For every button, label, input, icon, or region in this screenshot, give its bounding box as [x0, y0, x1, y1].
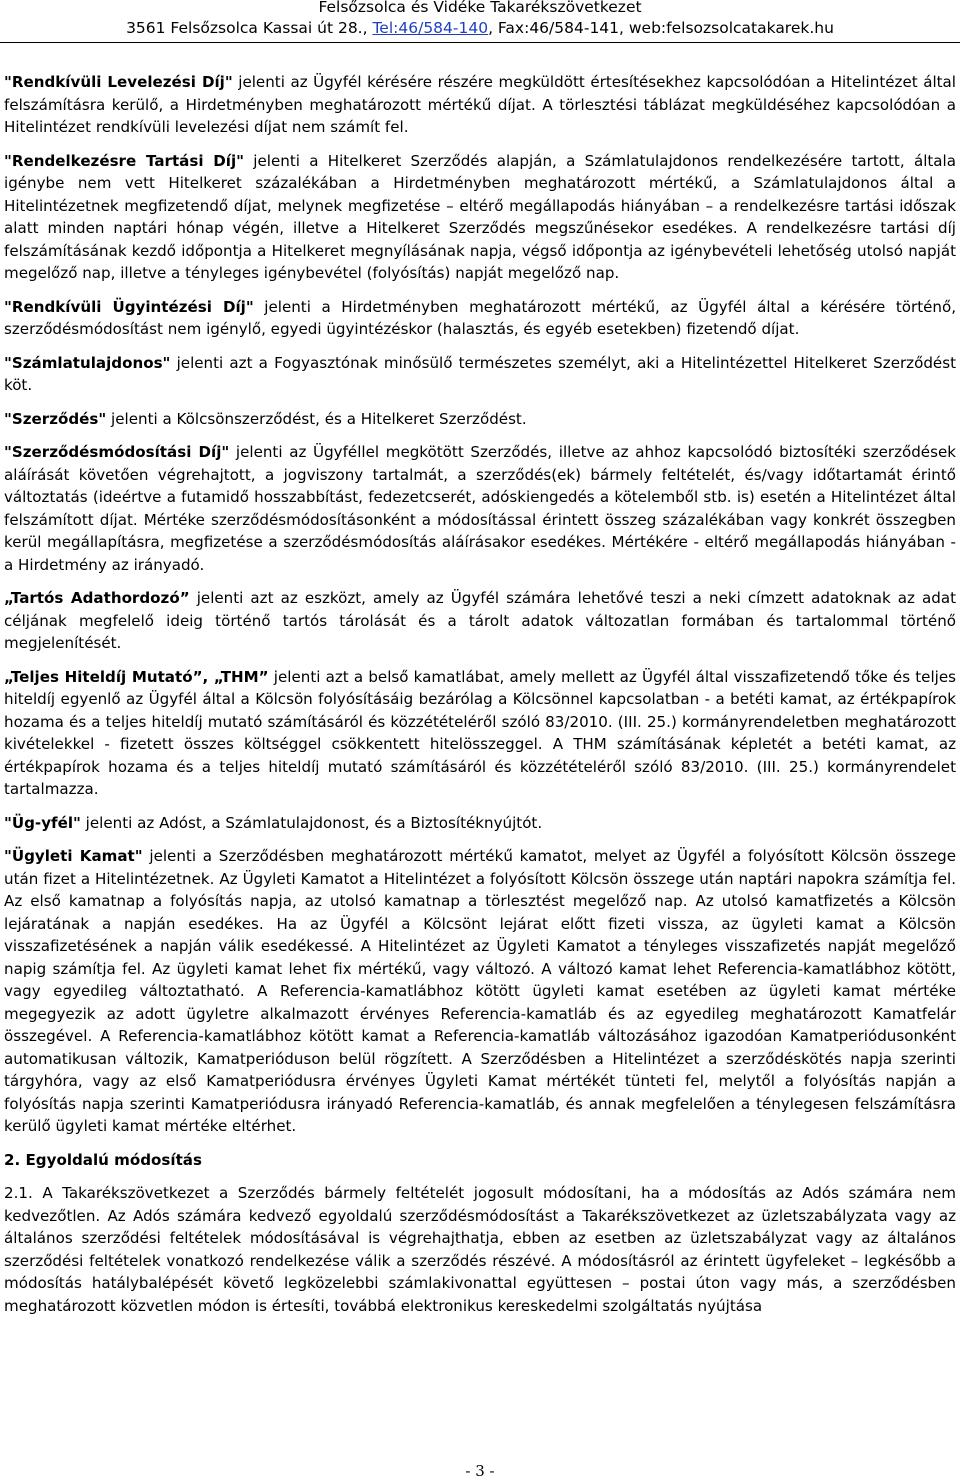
definition-text: jelenti az Adóst, a Számlatulajdonost, és a Biztosítéknyújtót.	[80, 813, 543, 832]
section-heading: 2. Egyoldalú módosítás	[4, 1150, 202, 1169]
tel-link[interactable]: Tel:46/584-140	[372, 19, 489, 37]
definition-term: "Üg-yfél"	[4, 813, 81, 832]
fax-web: , Fax:46/584-141, web:felsozsolcatakarek.hu	[488, 19, 834, 37]
definition-term: "Rendkívüli Ügyintézési Díj"	[4, 297, 254, 316]
definition-text: jelenti a Hitelkeret Szerződés alapján, a Számlatulajdonos rendelkezésére tartott, általa igénybe nem vett Hitelkeret százalékában a Hirdetményben meghatározott mértékű, a Számlatulajdonos által a Hitelintézetnek megfizetendő díjat, melynek megfizetése – eltérő megállapodás hiányában – a rendelkezésre tartási időszak alatt minden naptári hónap végén, illetve a Hitelkeret Szerződés megszűnésekor esedékes. A rendelkezésre tartási díj felszámításának kezdő időpontja a Hitelkeret megnyílásának napja, végső időpontja az igénybevételi lehetőség utolsó napját megelőző nap, illetve a tényleges igénybevétel (folyósítás) napját megelőző nap.	[4, 151, 956, 282]
address: 3561 Felsőzsolca Kassai út 28.,	[126, 19, 373, 37]
definition-text: jelenti azt a Fogyasztónak minősülő természetes személyt, aki a Hitelintézettel Hitelkeret Szerződést köt.	[4, 353, 956, 394]
definition-text: jelenti az Ügyfél kérésére részére megküldött értesítésekhez kapcsolódóan a Hitelintézet által felszámításra kerülő, a Hirdetményben meghatározott mértékű díjat. A törlesztési táblázat megküldéséhez kapcsolódóan a Hitelintézet rendkívüli levelezési díjat nem számít fel.	[4, 73, 957, 136]
definition-paragraph	[4, 150, 956, 285]
definition-text: jelenti az Ügyféllel megkötött Szerződés, illetve az ahhoz kapcsolódó biztosítéki szerződések aláírását követően végrehajtott, a jogviszony tartalmát, a szerződés(ek) bármely feltételét, és/vagy időtartamát érintő változtatás (ideértve a futamidő hosszabbítást, fedezetcserét, adóskiengedés a kötelemből stb. is) esetén a Hitelintézet által felszámított díjat. Mértéke szerződésmódosításonként a módosítással érintett összeg százalékában vagy konkrét összegben kerül megállapításra, megfizetése a szerződésmódosítás aláírásakor esedékes. Mértékére - eltérő megállapodás hiányában - a Hirdetmény az irányadó.	[4, 443, 956, 574]
definition-text: jelenti a Kölcsönszerződést, és a Hitelkeret Szerződést.	[106, 409, 527, 428]
definition-text: jelenti azt a belső kamatlábat, amely mellett az Ügyfél által visszafizetendő tőke és teljes hiteldíj egyenlő az Ügyfél által a Kölcsön folyósításáig bezárólag a Kölcsönnel kapcsolatban - a betéti kamat, az értékpapírok hozama és a teljes hiteldíj mutató számításáról és közzétételéről szóló 83/2010. (III. 25.) kormányrendeletben meghatározott kivételekkel - fizetett összes költséggel csökkentett hitelösszeggel. A THM számításának képletét a betéti kamat, az értékpapírok hozama és a teljes hiteldíj mutató számításáról és közzétételéről szóló 83/2010. (III. 25.) kormányrendelet tartalmazza.	[4, 667, 956, 798]
definition-text: jelenti azt az eszközt, amely az Ügyfél számára lehetővé teszi a neki címzett adatoknak az adat céljának megfelelő ideig történő tartós tárolását és a tárolt adatok változatlan formában és tartalommal történő megjelenítését.	[4, 589, 957, 652]
definition-term: "Szerződés"	[4, 409, 107, 428]
definition-term: "Számlatulajdonos"	[4, 353, 171, 372]
definition-text: jelenti a Hirdetményben meghatározott mértékű, az Ügyfél által a kérésére történő, szerződésmódosítást nem igénylő, egyedi ügyintézéskor (halasztás, és egyéb esetekben) fizetendő díjat.	[4, 297, 956, 338]
definition-paragraph	[4, 666, 956, 801]
contact-line	[0, 18, 960, 39]
definition-paragraph	[4, 845, 956, 1138]
definition-paragraph	[4, 408, 956, 431]
document-body	[4, 71, 956, 1328]
section-paragraph: 2.1. A Takarékszövetkezet a Szerződés bármely feltételét jogosult módosítani, ha a módosítás az Adós számára nem kedvezőtlen. Az Adós számára kedvező egyoldalú szerződésmódosítást a Takarékszövetkezet az üzletszabályzata vagy az általános szerződési feltételek módosításával is végrehajthatja, ebben az esetben az üzletszabályzat vagy az általános szerződési feltételek vonatkozó rendelkezése válik a szerződés részévé. A módosításról az érintett ügyfeleket – legkésőbb a módosítás hatálybalépését követő legközelebbi számlakivonattal együttesen – postai úton vagy más, a szerződésben meghatározott közvetlen módon is értesíti, továbbá elektronikus kereskedelmi szolgáltatás nyújtása	[4, 1184, 956, 1315]
header-divider	[0, 42, 960, 43]
letterhead	[0, 0, 960, 39]
definition-term: "Ügyleti Kamat"	[4, 847, 143, 865]
org-name: Felsőzsolca és Vidéke Takarékszövetkezet	[318, 0, 642, 16]
definition-term: „Teljes Hiteldíj Mutató”, „THM”	[4, 667, 269, 686]
definition-paragraph	[4, 587, 956, 655]
definition-term: „Tartós Adathordozó”	[4, 589, 190, 607]
definition-term: "Rendkívüli Levelezési Díj"	[4, 73, 233, 91]
definition-paragraph	[4, 441, 956, 576]
definition-text: jelenti a Szerződésben meghatározott mértékű kamatot, melyet az Ügyfél a folyósított Kölcsön összege után fizet a Hitelintézetnek. Az Ügyleti Kamatot a Hitelintézet a folyósított Kölcsön összege után naptári napokra számítja fel. Az első kamatnap a folyósítás napja, az utolsó kamatnap a törlesztést megelőző nap. Az utolsó kamatfizetés a Kölcsön lejáratának a napján esedékes. Ha az Ügyfél a Kölcsönt lejárat előtt fizeti vissza, az ügyleti kamat a Kölcsön visszafizetésének a napján válik esedékessé. A Hitelintézet az Ügyleti Kamatot a tényleges visszafizetés napját megelőző napig számítja fel. Az ügyleti kamat lehet fix mértékű, vagy változó. A változó kamat lehet Referencia-kamatlábhoz kötött, vagy egyedileg változtatható. A Referencia-kamatlábhoz kötött ügyleti kamat esetében az ügyleti kamat mértéke megegyezik az adott ügyletre alkalmazott érvényes Referencia-kamatláb és az egyedileg meghatározott Kamatfelár összegével. A Referencia-kamatlábhoz kötött kamat a Referencia-kamatláb változásához igazodóan Kamatperiódusonként automatikusan változik, Kamatperióduson belül rögzített. A Szerződésben a Hitelintézet a szerződéskötés napja szerinti tárgyhóra, vagy az első Kamatperiódusra érvényes Ügyleti Kamat mértékét tünteti fel, melytől a folyósítás napján a folyósítás napja szerinti Kamatperiódusra irányadó Referencia-kamatláb, és annak megfelelően a ténylegesen felszámításra kerülő ügyleti kamat mértéke eltérhet.	[4, 847, 956, 1135]
definition-paragraph	[4, 71, 956, 139]
definition-paragraph	[4, 352, 956, 397]
definition-term: "Rendelkezésre Tartási Díj"	[4, 151, 245, 170]
definition-term: "Szerződésmódosítási Díj"	[4, 443, 230, 461]
page-number: - 3 -	[465, 1462, 495, 1480]
definition-paragraph	[4, 812, 956, 835]
definition-paragraph	[4, 296, 956, 341]
